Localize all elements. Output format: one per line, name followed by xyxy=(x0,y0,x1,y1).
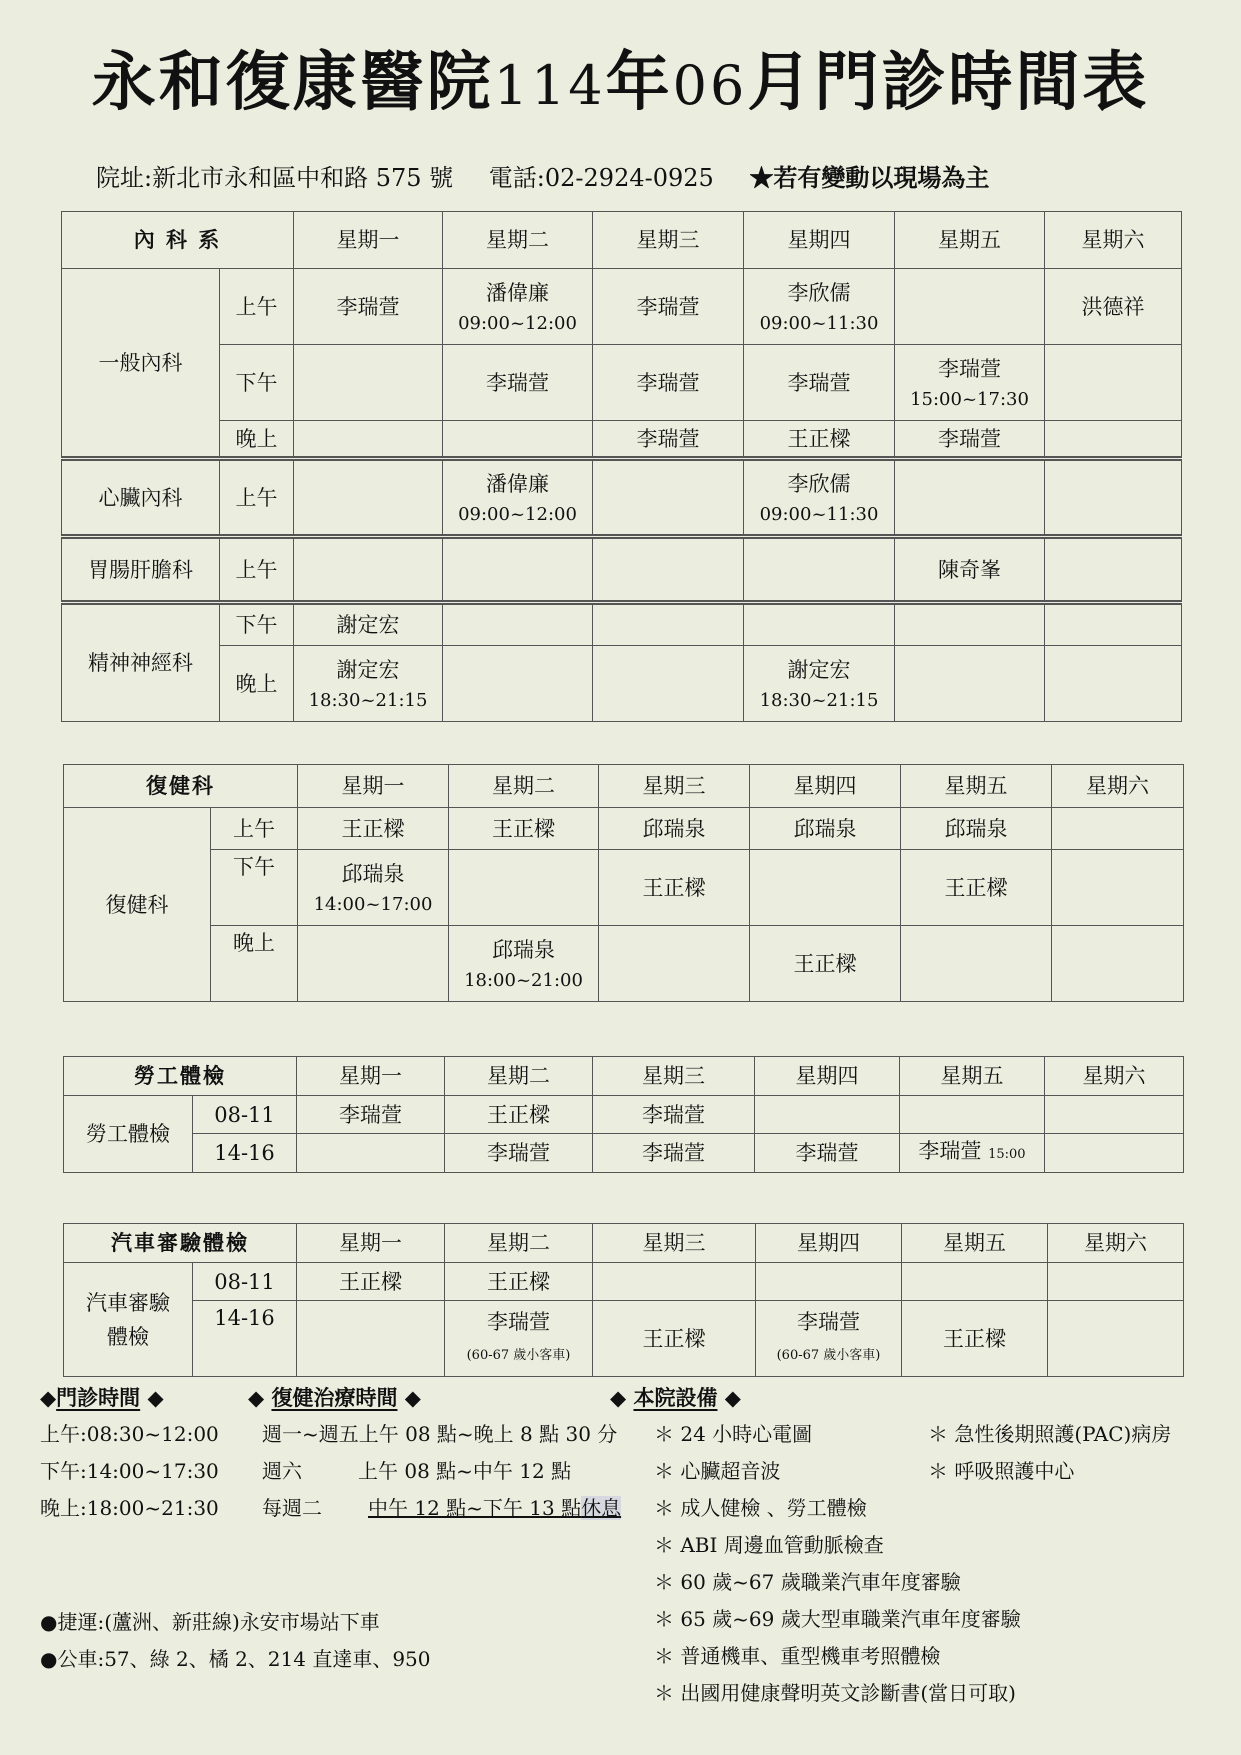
driver-header: 汽車審驗體檢 xyxy=(64,1224,297,1263)
doctor-cell: 李瑞萱 xyxy=(744,345,895,421)
day-wed: 星期三 xyxy=(593,1224,756,1263)
doctor-cell: 李瑞萱 xyxy=(895,421,1045,459)
facility-item: ＊ 24 小時心電圖 xyxy=(654,1422,813,1446)
doctor-cell: 王正樑 xyxy=(445,1096,593,1134)
day-mon: 星期一 xyxy=(298,765,449,808)
doctor-cell: 李瑞萱 xyxy=(755,1134,900,1173)
empty-cell xyxy=(1045,345,1182,421)
doctor-cell: 李瑞萱 15:00 xyxy=(900,1134,1045,1173)
day-thu: 星期四 xyxy=(755,1057,900,1096)
driver-label: 汽車審驗 體檢 xyxy=(64,1263,193,1377)
empty-cell xyxy=(593,646,744,722)
hospital-info xyxy=(96,158,1017,193)
empty-cell xyxy=(298,926,449,1002)
doctor-cell: 李瑞萱 xyxy=(593,345,744,421)
transport-section xyxy=(40,1604,431,1678)
address: 院址:新北市永和區中和路 575 號 xyxy=(96,164,454,192)
empty-cell xyxy=(900,1096,1045,1134)
driver-checkup-table xyxy=(63,1223,1184,1377)
empty-cell xyxy=(895,459,1045,537)
empty-cell xyxy=(1048,1301,1184,1377)
rehab-hours-section xyxy=(248,1379,621,1527)
mrt-info: ●捷運:(蘆洲、新莊線)永安市場站下車 xyxy=(40,1610,380,1634)
slot-afternoon: 14-16 xyxy=(193,1301,297,1377)
empty-cell xyxy=(443,421,593,459)
doctor-cell: 李欣儒 09:00~11:30 xyxy=(744,269,895,345)
title-year: 114 xyxy=(493,54,606,117)
doctor-cell: 邱瑞泉 18:00~21:00 xyxy=(449,926,599,1002)
facility-item: ＊ 急性後期照護(PAC)病房 xyxy=(928,1422,1172,1446)
diamond-icon: ◆ xyxy=(248,1385,265,1410)
doctor-cell: 李瑞萱 (60-67 歲小客車) xyxy=(445,1301,593,1377)
doctor-cell: 李瑞萱 xyxy=(294,269,443,345)
doctor-cell: 邱瑞泉 xyxy=(750,808,901,850)
doctor-cell: 李瑞萱 xyxy=(593,269,744,345)
empty-cell xyxy=(1052,808,1184,850)
clinic-hours-header: 門診時間 xyxy=(56,1385,141,1410)
bus-info: ●公車:57、綠 2、橘 2、214 直達車、950 xyxy=(40,1647,431,1671)
doctor-cell: 潘偉廉 09:00~12:00 xyxy=(443,269,593,345)
empty-cell xyxy=(1045,459,1182,537)
empty-cell xyxy=(744,603,895,646)
facility-item: ＊ 成人健檢 、勞工體檢 xyxy=(654,1496,867,1520)
doctor-cell: 邱瑞泉 xyxy=(599,808,750,850)
page-title xyxy=(0,38,1241,131)
doctor-cell: 王正樑 xyxy=(297,1263,445,1301)
doctor-cell: 謝定宏 18:30~21:15 xyxy=(744,646,895,722)
day-sat: 星期六 xyxy=(1045,212,1182,269)
rehab-label: 復健科 xyxy=(64,808,211,1002)
doctor-cell: 謝定宏 18:30~21:15 xyxy=(294,646,443,722)
doctor-cell: 陳奇峯 xyxy=(895,537,1045,603)
period-pm: 下午 xyxy=(220,345,294,421)
doctor-cell: 李瑞萱 xyxy=(443,345,593,421)
day-mon: 星期一 xyxy=(297,1224,445,1263)
day-tue: 星期二 xyxy=(443,212,593,269)
doctor-cell: 李瑞萱 (60-67 歲小客車) xyxy=(756,1301,902,1377)
day-wed: 星期三 xyxy=(599,765,750,808)
empty-cell xyxy=(1045,1134,1184,1173)
title-year-unit: 年 xyxy=(605,45,673,120)
period-am: 上午 xyxy=(220,459,294,537)
diamond-icon: ◆ xyxy=(147,1385,164,1410)
empty-cell xyxy=(895,603,1045,646)
empty-cell xyxy=(443,537,593,603)
empty-cell xyxy=(1045,1096,1184,1134)
facility-item: ＊ 60 歲~67 歲職業汽車年度審驗 xyxy=(654,1570,961,1594)
day-tue: 星期二 xyxy=(445,1057,593,1096)
clinic-hours-line: 下午:14:00~17:30 xyxy=(40,1459,219,1483)
doctor-cell: 李瑞萱 xyxy=(593,421,744,459)
empty-cell xyxy=(1045,421,1182,459)
title-month-unit: 月 xyxy=(747,45,815,120)
empty-cell xyxy=(593,537,744,603)
facility-item: ＊ 心臟超音波 xyxy=(654,1459,781,1483)
labor-checkup-table xyxy=(63,1056,1184,1173)
facility-item: ＊ 65 歲~69 歲大型車職業汽車年度審驗 xyxy=(654,1607,1021,1631)
clinic-hours-section xyxy=(40,1379,219,1527)
empty-cell xyxy=(297,1301,445,1377)
hospital-name: 永和復康醫院 xyxy=(91,45,494,120)
day-wed: 星期三 xyxy=(593,1057,755,1096)
day-fri: 星期五 xyxy=(901,765,1052,808)
doctor-cell: 謝定宏 xyxy=(294,603,443,646)
empty-cell xyxy=(902,1263,1048,1301)
day-thu: 星期四 xyxy=(744,212,895,269)
empty-cell xyxy=(1052,926,1184,1002)
period-am: 上午 xyxy=(220,269,294,345)
empty-cell xyxy=(294,421,443,459)
doctor-cell: 潘偉廉 09:00~12:00 xyxy=(443,459,593,537)
rehab-hours-line: 週一~週五上午 08 點~晚上 8 點 30 分 xyxy=(262,1422,618,1446)
doctor-cell: 王正樑 xyxy=(750,926,901,1002)
period-pm: 下午 xyxy=(211,850,298,926)
day-thu: 星期四 xyxy=(756,1224,902,1263)
empty-cell xyxy=(599,926,750,1002)
facilities-header: 本院設備 xyxy=(633,1385,718,1410)
rehab-header: 復健科 xyxy=(64,765,298,808)
day-fri: 星期五 xyxy=(895,212,1045,269)
internal-header: 內 科 系 xyxy=(62,212,294,269)
doctor-cell: 李瑞萱 15:00~17:30 xyxy=(895,345,1045,421)
period-eve: 晚上 xyxy=(211,926,298,1002)
general-internal-label: 一般內科 xyxy=(62,269,220,459)
doctor-cell: 王正樑 xyxy=(901,850,1052,926)
period-eve: 晚上 xyxy=(220,421,294,459)
empty-cell xyxy=(1048,1263,1184,1301)
empty-cell xyxy=(1045,537,1182,603)
diamond-icon: ◆ xyxy=(610,1385,627,1410)
empty-cell xyxy=(901,926,1052,1002)
doctor-cell: 王正樑 xyxy=(744,421,895,459)
facility-item: ＊ 呼吸照護中心 xyxy=(928,1459,1075,1483)
facilities-right xyxy=(928,1416,1171,1490)
day-tue: 星期二 xyxy=(449,765,599,808)
empty-cell xyxy=(1045,603,1182,646)
empty-cell xyxy=(294,459,443,537)
empty-cell xyxy=(449,850,599,926)
diamond-icon: ◆ xyxy=(40,1385,57,1410)
period-eve: 晚上 xyxy=(220,646,294,722)
rehab-hours-line: 每週二 中午 12 點~下午 13 點休息 xyxy=(262,1496,622,1520)
period-am: 上午 xyxy=(211,808,298,850)
doctor-cell: 王正樑 xyxy=(593,1301,756,1377)
empty-cell xyxy=(1045,646,1182,722)
day-sat: 星期六 xyxy=(1048,1224,1184,1263)
empty-cell xyxy=(750,850,901,926)
diamond-icon: ◆ xyxy=(404,1385,421,1410)
doctor-cell: 王正樑 xyxy=(298,808,449,850)
empty-cell xyxy=(1052,850,1184,926)
gastro-label: 胃腸肝膽科 xyxy=(62,537,220,603)
empty-cell xyxy=(294,345,443,421)
facility-item: ＊ ABI 周邊血管動脈檢查 xyxy=(654,1533,884,1557)
clinic-hours-line: 上午:08:30~12:00 xyxy=(40,1422,219,1446)
day-fri: 星期五 xyxy=(902,1224,1048,1263)
empty-cell xyxy=(755,1096,900,1134)
slot-afternoon: 14-16 xyxy=(193,1134,297,1173)
title-month: 06 xyxy=(672,54,748,117)
period-pm: 下午 xyxy=(220,603,294,646)
empty-cell xyxy=(443,603,593,646)
day-mon: 星期一 xyxy=(294,212,443,269)
internal-medicine-table xyxy=(61,211,1182,722)
rehab-hours-header: 復健治療時間 xyxy=(271,1385,398,1410)
rehab-hours-line: 週六 上午 08 點~中午 12 點 xyxy=(262,1459,572,1483)
facility-item: ＊ 出國用健康聲明英文診斷書(當日可取) xyxy=(654,1681,1016,1705)
empty-cell xyxy=(297,1134,445,1173)
slot-morning: 08-11 xyxy=(193,1096,297,1134)
doctor-cell: 王正樑 xyxy=(902,1301,1048,1377)
clinic-hours-line: 晚上:18:00~21:30 xyxy=(40,1496,219,1520)
doctor-cell: 邱瑞泉 xyxy=(901,808,1052,850)
day-tue: 星期二 xyxy=(445,1224,593,1263)
empty-cell xyxy=(895,646,1045,722)
empty-cell xyxy=(443,646,593,722)
doctor-cell: 李瑞萱 xyxy=(297,1096,445,1134)
day-wed: 星期三 xyxy=(593,212,744,269)
day-sat: 星期六 xyxy=(1052,765,1184,808)
empty-cell xyxy=(895,269,1045,345)
doctor-cell: 王正樑 xyxy=(445,1263,593,1301)
psychiatry-label: 精神神經科 xyxy=(62,603,220,722)
doctor-cell: 李瑞萱 xyxy=(593,1134,755,1173)
empty-cell xyxy=(756,1263,902,1301)
empty-cell xyxy=(294,537,443,603)
doctor-cell: 王正樑 xyxy=(449,808,599,850)
doctor-cell: 李欣儒 09:00~11:30 xyxy=(744,459,895,537)
title-suffix: 門診時間表 xyxy=(814,45,1150,120)
change-note: ★若有變動以現場為主 xyxy=(749,163,990,192)
labor-label: 勞工體檢 xyxy=(64,1096,193,1173)
period-am: 上午 xyxy=(220,537,294,603)
day-mon: 星期一 xyxy=(297,1057,445,1096)
doctor-cell: 李瑞萱 xyxy=(593,1096,755,1134)
slot-morning: 08-11 xyxy=(193,1263,297,1301)
phone: 電話:02-2924-0925 xyxy=(488,164,714,192)
empty-cell xyxy=(593,603,744,646)
doctor-cell: 李瑞萱 xyxy=(445,1134,593,1173)
empty-cell xyxy=(593,459,744,537)
doctor-cell: 王正樑 xyxy=(599,850,750,926)
empty-cell xyxy=(593,1263,756,1301)
day-sat: 星期六 xyxy=(1045,1057,1184,1096)
day-fri: 星期五 xyxy=(900,1057,1045,1096)
diamond-icon: ◆ xyxy=(724,1385,741,1410)
doctor-cell: 洪德祥 xyxy=(1045,269,1182,345)
facility-item: ＊ 普通機車、重型機車考照體檢 xyxy=(654,1644,941,1668)
labor-header: 勞工體檢 xyxy=(64,1057,297,1096)
rehab-table xyxy=(63,764,1184,1002)
empty-cell xyxy=(744,537,895,603)
cardiology-label: 心臟內科 xyxy=(62,459,220,537)
day-thu: 星期四 xyxy=(750,765,901,808)
doctor-cell: 邱瑞泉 14:00~17:00 xyxy=(298,850,449,926)
